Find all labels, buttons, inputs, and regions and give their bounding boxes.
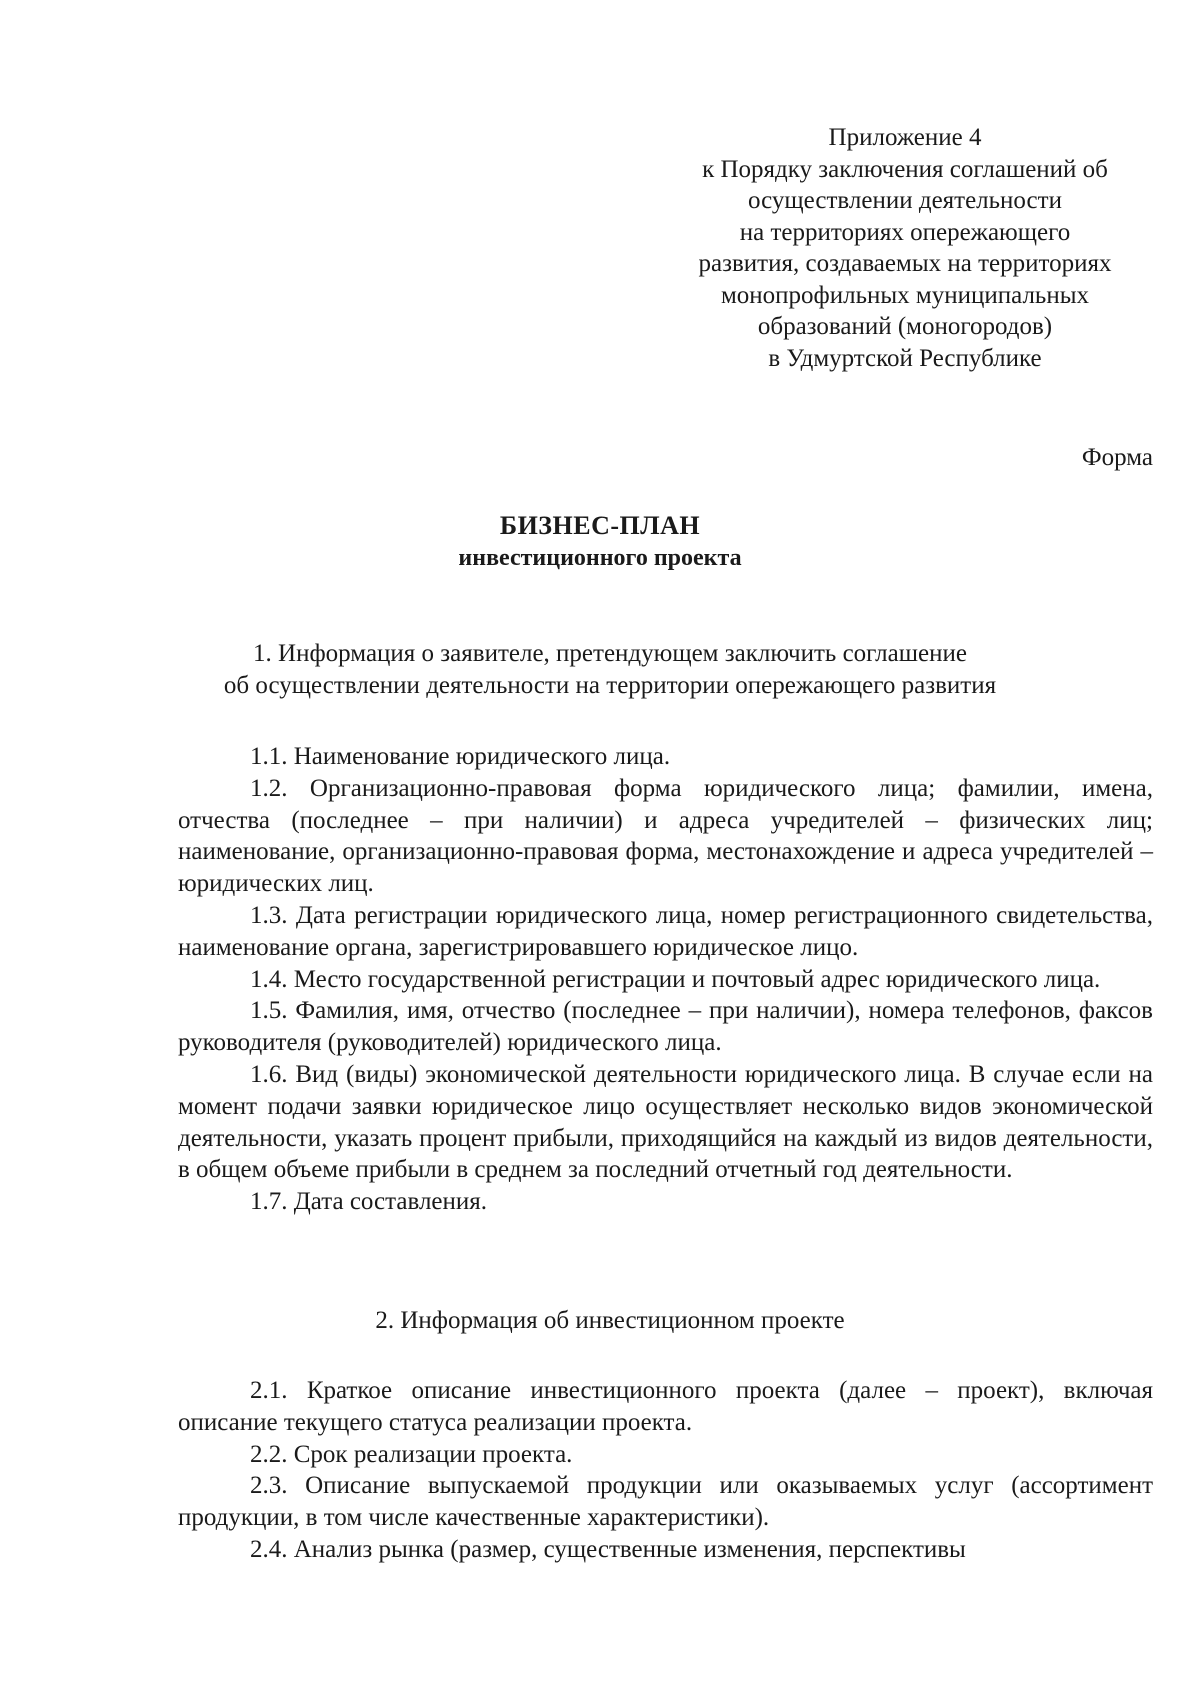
paragraph-1-3: 1.3. Дата регистрации юридического лица, номер регистрационного свидетельства, наименование органа, зарегистрировавшего юридическое лицо. xyxy=(178,901,1153,961)
paragraph-1-4: 1.4. Место государственной регистрации и почтовый адрес юридического лица. xyxy=(250,965,1101,993)
paragraph-2-4: 2.4. Анализ рынка (размер, существенные изменения, перспективы xyxy=(250,1535,966,1563)
section-1-heading-line: об осуществлении деятельности на территории опережающего развития xyxy=(223,672,997,699)
form-label: Форма xyxy=(1081,444,1153,471)
paragraph-1-5: 1.5. Фамилия, имя, отчество (последнее – при наличии), номера телефонов, факсов руководителя (руководителей) юридического лица. xyxy=(178,997,1153,1057)
appendix-line: осуществлении деятельности xyxy=(748,187,1062,214)
paragraph-1-7: 1.7. Дата составления. xyxy=(250,1188,488,1216)
appendix-line: в Удмуртской Республике xyxy=(768,344,1042,372)
section-2-heading: 2. Информация об инвестиционном проекте xyxy=(375,1307,845,1334)
paragraph-1-2: 1.2. Организационно-правовая форма юридического лица; фамилии, имена, отчества (последнее – при наличии) и адреса учредителей – физических лиц; наименование, организационно-правовая форма, местонахождение и адреса учредителей – юридических лиц. xyxy=(178,774,1153,898)
paragraph-1-1: 1.1. Наименование юридического лица. xyxy=(250,743,671,770)
paragraph-2-1: 2.1. Краткое описание инвестиционного проекта (далее – проект), включая описание текущего статуса реализации проекта. xyxy=(178,1377,1153,1436)
appendix-line: на территориях опережающего xyxy=(739,218,1071,246)
appendix-line: развития, создаваемых на территориях xyxy=(698,250,1112,277)
paragraph-1-6: 1.6. Вид (виды) экономической деятельности юридического лица. В случае если на момент подачи заявки юридическое лицо осуществляет несколько видов экономической деятельности, указать процент прибыли, приходящийся на каждый из видов деятельности, в общем объеме прибыли в среднем за последний отчетный год деятельности. xyxy=(178,1060,1153,1184)
section-1-heading-line: 1. Информация о заявителе, претендующем заключить соглашение xyxy=(253,640,967,667)
paragraph-2-2: 2.2. Срок реализации проекта. xyxy=(250,1440,573,1468)
document-title xyxy=(0,510,1200,574)
appendix-line: Приложение 4 xyxy=(828,124,982,151)
title-sub: инвестиционного проекта xyxy=(458,545,742,571)
title-main: БИЗНЕС-ПЛАН xyxy=(499,511,701,540)
appendix-line: к Порядку заключения соглашений об xyxy=(702,155,1108,183)
appendix-line: монопрофильных муниципальных xyxy=(720,281,1090,309)
paragraph-2-3: 2.3. Описание выпускаемой продукции или оказываемых услуг (ассортимент продукции, в том числе качественные характеристики). xyxy=(178,1472,1153,1532)
appendix-header xyxy=(655,122,1155,374)
appendix-line: образований (моногородов) xyxy=(757,313,1053,340)
section-1-body xyxy=(178,741,1153,1218)
section-2-body xyxy=(178,1375,1153,1566)
section-1-heading xyxy=(10,638,1200,702)
